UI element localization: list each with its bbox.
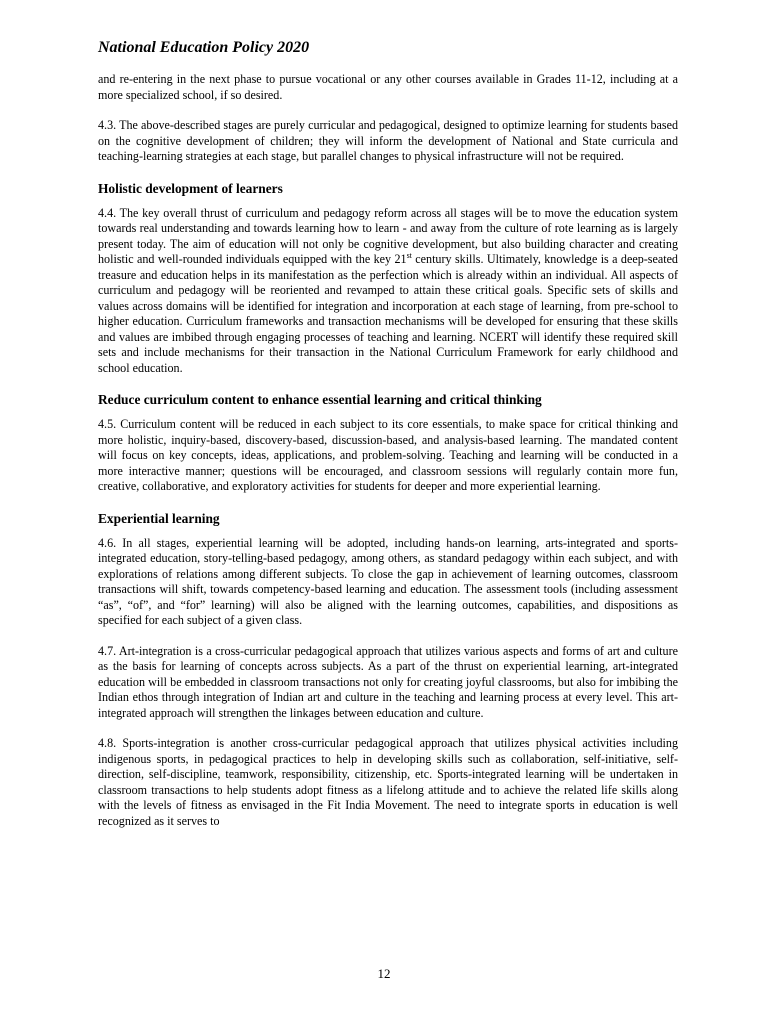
running-header: National Education Policy 2020 bbox=[98, 39, 310, 56]
paragraph-4-4 bbox=[98, 206, 678, 377]
paragraph-4-4-part-b: century skills. Ultimately, knowledge is a deep-seated treasure and education helps in its manifestation as the perfection which is already within an individual. All aspects of curriculum and pedagogy will be reoriented and revamped to attain these critical goals. Specific sets of skills and values across domains will be identified for integration and incorporation at each stage of learning, from pre-school to higher education. Curriculum frameworks and transaction mechanisms will be developed for ensuring that these skills and values are imbibed through engaging processes of teaching and learning. NCERT will identify these required skill sets and include mechanisms for their transaction in the National Curriculum Framework for early childhood and school education. bbox=[98, 252, 678, 375]
section-heading-reduce: Reduce curriculum content to enhance essential learning and critical thinking bbox=[98, 392, 542, 407]
paragraph-4-5: 4.5. Curriculum content will be reduced in each subject to its core essentials, to make space for critical thinking and more holistic, inquiry-based, discovery-based, discussion-based, and analysis-based learning. The mandated content will focus on key concepts, ideas, applications, and problem-solving. Teaching and learning will be conducted in a more interactive manner; questions will be encouraged, and classroom sessions will regularly contain more fun, creative, collaborative, and exploratory activities for students for deeper and more experiential learning. bbox=[98, 417, 678, 493]
paragraph-4-8: 4.8. Sports-integration is another cross-curricular pedagogical approach that utilizes physical activities including indigenous sports, in pedagogical practices to help in developing skills such as collaboration, self-initiative, self-direction, self-discipline, teamwork, responsibility, citizenship, etc. Sports-integrated learning will be undertaken in classroom transactions to help students adopt fitness as a lifelong attitude and to achieve the related life skills along with the levels of fitness as envisaged in the Fit India Movement. The need to integrate sports in education is well recognized as it serves to bbox=[98, 736, 678, 828]
paragraph-4-3: 4.3. The above-described stages are purely curricular and pedagogical, designed to optimize learning for students based on the cognitive development of children; they will inform the development of National and State curricula and teaching-learning strategies at each stage, but parallel changes to physical infrastructure will not be required. bbox=[98, 118, 678, 163]
ordinal-superscript: st bbox=[406, 250, 412, 260]
paragraph-continuation: and re-entering in the next phase to pursue vocational or any other courses available in Grades 11-12, including at a more specialized school, if so desired. bbox=[98, 72, 678, 102]
document-page bbox=[98, 38, 678, 829]
page-number: 12 bbox=[377, 966, 391, 981]
paragraph-4-7: 4.7. Art-integration is a cross-curricular pedagogical approach that utilizes various aspects and forms of art and culture as the basis for learning of concepts across subjects. As a part of the thrust on experiential learning, art-integrated education will be embedded in classroom transactions not only for creating joyful classrooms, but also for imbibing the Indian ethos through integration of Indian art and culture in the teaching and learning process at every level. This art-integrated approach will strengthen the linkages between education and culture. bbox=[98, 643, 678, 720]
section-heading-experiential: Experiential learning bbox=[98, 510, 220, 526]
paragraph-4-6: 4.6. In all stages, experiential learning will be adopted, including hands-on learning, arts-integrated and sports-integrated education, story-telling-based pedagogy, among others, as standard pedagogy within each subject, and with explorations of relations among different subjects. To close the gap in achievement of learning outcomes, classroom transactions will shift, towards competency-based learning and education. The assessment tools (including assessment “as”, “of”, and “for” learning) will also be aligned with the learning outcomes, capabilities, and dispositions as specified for each subject of a given class. bbox=[98, 535, 678, 627]
section-heading-holistic: Holistic development of learners bbox=[98, 180, 283, 196]
paragraph-4-4-part-a: 4.4. The key overall thrust of curriculum and pedagogy reform across all stages will be to move the education system towards real understanding and towards learning how to learn - and away from the culture of rote learning as is largely present today. The aim of education will not only be cognitive development, but also building character and creating holistic and well-rounded individuals equipped with the key 21 bbox=[98, 205, 678, 266]
